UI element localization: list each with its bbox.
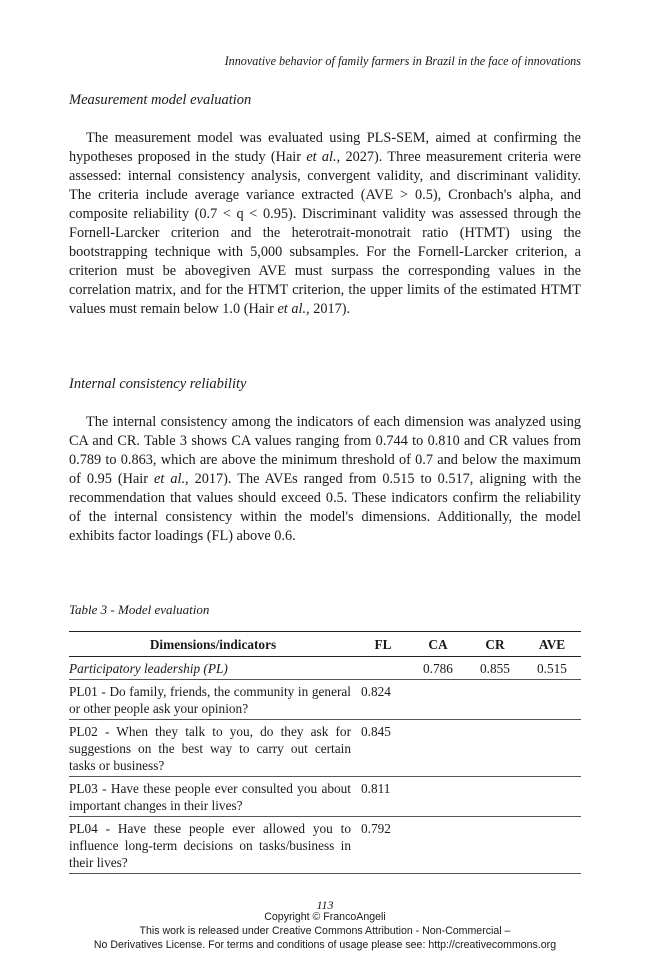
header-dimensions: Dimensions/indicators: [69, 632, 357, 657]
cr-cell: 0.855: [467, 657, 523, 680]
running-header: Innovative behavior of family farmers in Brazil in the face of innovations: [224, 54, 581, 68]
ca-cell: 0.786: [409, 657, 467, 680]
table-header-row: [69, 632, 581, 657]
fl-cell: 0.792: [357, 817, 409, 874]
table-row: [69, 680, 581, 720]
cr-cell: [467, 720, 523, 777]
fl-cell: [357, 657, 409, 680]
ave-cell: [523, 777, 581, 817]
cr-cell: [467, 680, 523, 720]
cr-cell: [467, 777, 523, 817]
dimension-cell: PL03 - Have these people ever consulted you about important changes in their lives?: [69, 777, 357, 817]
dimension-cell: PL02 - When they talk to you, do they ask for suggestions on the best way to carry out certain tasks or business?: [69, 720, 357, 777]
et-al-italic: et al.: [306, 149, 337, 165]
page-number: 113: [316, 898, 334, 912]
ca-cell: [409, 680, 467, 720]
table-row: [69, 777, 581, 817]
paragraph-measurement-text: The measurement model was evaluated using PLS-SEM, aimed at confirming the hypotheses proposed in the study (Hair et al., 2027). Three measurement criteria were assessed: internal consistency analysis, convergent validity, and discriminant validity. The criteria include average variance extracted (AVE > 0.5), Cronbach's alpha, and composite reliability (0.7 < q < 0.95). Discriminant validity was assessed through the Fornell-Larcker criterion and the heterotrait-monotrait ratio (HTMT) using the bootstrapping technique with 5,000 subsamples. For the Fornell-Larcker criterion, a criterion must be abovegiven AVE must surpass the corresponding values in the correlation matrix, and for the HTMT criterion, the upper limits of the estimated HTMT values must remain below 1.0 (Hair et al., 2017).: [69, 130, 582, 317]
ave-cell: [523, 817, 581, 874]
table-caption: Table 3 - Model evaluation: [69, 602, 210, 617]
fl-cell: 0.811: [357, 777, 409, 817]
ca-cell: [409, 777, 467, 817]
paragraph-internal-consistency-text: The internal consistency among the indicators of each dimension was analyzed using CA and CR. Table 3 shows CA values ranging from 0.744 to 0.810 and CR values from 0.789 to 0.863, which are above the minimum threshold of 0.7 and below the maximum of 0.95 (Hair et al., 2017). The AVEs ranged from 0.515 to 0.517, aligning with the recommendation that values should exceed 0.5. These indicators confirm the reliability of the internal consistency within the model's dimensions. Additionally, the model exhibits factor loadings (FL) above 0.6.: [69, 414, 582, 544]
header-ave: AVE: [523, 632, 581, 657]
table-row: [69, 720, 581, 777]
table-row: [69, 817, 581, 874]
paragraph-measurement: [69, 129, 581, 319]
paragraph-internal-consistency: [69, 413, 581, 546]
fl-cell: 0.824: [357, 680, 409, 720]
ca-cell: [409, 720, 467, 777]
ave-cell: 0.515: [523, 657, 581, 680]
dimension-cell: Participatory leadership (PL): [69, 657, 357, 680]
license-line-2: No Derivatives License. For terms and conditions of usage please see: http://creativecommons.org: [93, 939, 557, 951]
header-ca: CA: [409, 632, 467, 657]
dimension-cell: PL01 - Do family, friends, the community in general or other people ask your opinion?: [69, 680, 357, 720]
et-al-italic: et al.: [277, 301, 307, 317]
fl-cell: 0.845: [357, 720, 409, 777]
model-evaluation-table: [69, 631, 581, 874]
license-line-1: This work is released under Creative Commons Attribution - Non-Commercial –: [139, 925, 511, 937]
ave-cell: [523, 680, 581, 720]
copyright-line: Copyright © FrancoAngeli: [264, 911, 386, 923]
et-al-italic: et al.: [154, 471, 186, 487]
header-cr: CR: [467, 632, 523, 657]
section-heading-measurement: Measurement model evaluation: [69, 92, 252, 108]
ave-cell: [523, 720, 581, 777]
cr-cell: [467, 817, 523, 874]
dimension-cell: PL04 - Have these people ever allowed you to influence long-term decisions on tasks/business in their lives?: [69, 817, 357, 874]
section-heading-internal-consistency: Internal consistency reliability: [69, 376, 247, 392]
table-row: [69, 657, 581, 680]
ca-cell: [409, 817, 467, 874]
header-fl: FL: [357, 632, 409, 657]
